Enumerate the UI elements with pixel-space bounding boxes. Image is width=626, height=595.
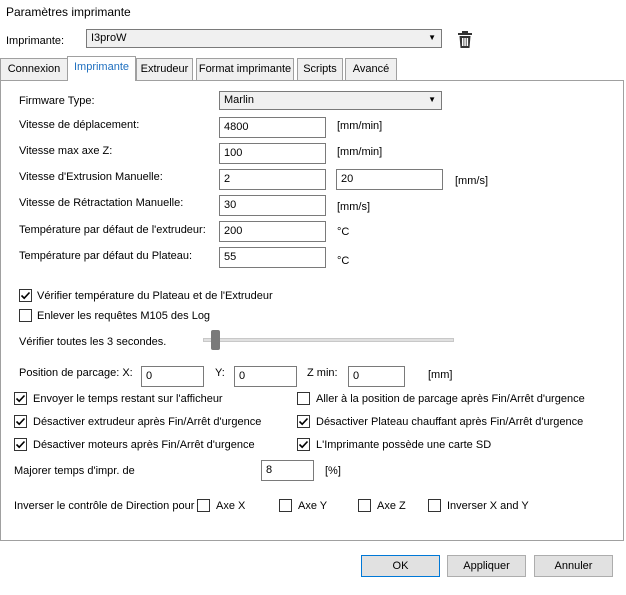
apply-button[interactable]: Appliquer: [447, 555, 526, 577]
send-time-label: Envoyer le temps restant sur l'afficheur: [33, 393, 223, 405]
park-y-label: Y:: [215, 367, 225, 379]
firmware-type-label: Firmware Type:: [19, 95, 95, 107]
manual-extrusion-input-1[interactable]: 2: [219, 169, 326, 190]
firmware-type-value: Marlin: [224, 94, 254, 106]
disable-bed-label: Désactiver Plateau chauffant après Fin/Arrêt d'urgence: [316, 416, 584, 428]
tab-scripts[interactable]: Scripts: [297, 58, 343, 80]
printer-select[interactable]: [86, 29, 442, 48]
park-position-label: Position de parcage: X:: [19, 367, 133, 379]
park-x-input[interactable]: 0: [141, 366, 204, 387]
chevron-down-icon: ▼: [428, 33, 436, 42]
checkmark-icon: [15, 393, 26, 404]
travel-speed-input[interactable]: 4800: [219, 117, 326, 138]
invert-y-checkbox[interactable]: [279, 499, 292, 512]
goto-park-label: Aller à la position de parcage après Fin/Arrêt d'urgence: [316, 393, 585, 405]
tab-avance[interactable]: Avancé: [345, 58, 397, 80]
park-unit: [mm]: [428, 369, 453, 381]
checkmark-icon: [298, 439, 309, 450]
invert-y-label: Axe Y: [298, 500, 328, 512]
checkmark-icon: [15, 416, 26, 427]
travel-speed-label: Vitesse de déplacement:: [19, 119, 140, 131]
checkmark-icon: [20, 290, 31, 301]
increase-time-unit: [%]: [325, 465, 341, 477]
chevron-down-icon: ▼: [428, 95, 436, 104]
manual-extrusion-label: Vitesse d'Extrusion Manuelle:: [19, 171, 163, 183]
remove-m105-label: Enlever les requêtes M105 des Log: [37, 310, 211, 322]
park-zmin-input[interactable]: 0: [348, 366, 405, 387]
remove-m105-checkbox[interactable]: [19, 309, 32, 322]
invert-x-checkbox[interactable]: [197, 499, 210, 512]
bed-temp-label: Température par défaut du Plateau:: [19, 250, 193, 262]
check-interval-slider-handle[interactable]: [211, 330, 220, 350]
z-speed-unit: [mm/min]: [337, 146, 383, 158]
tab-connexion[interactable]: Connexion: [0, 58, 68, 80]
trash-icon[interactable]: [456, 30, 474, 50]
extruder-temp-input[interactable]: 200: [219, 221, 326, 242]
ok-button[interactable]: OK: [361, 555, 440, 577]
send-time-checkbox[interactable]: [14, 392, 27, 405]
increase-time-label: Majorer temps d'impr. de: [14, 465, 135, 477]
checkmark-icon: [15, 439, 26, 450]
z-speed-input[interactable]: 100: [219, 143, 326, 164]
manual-retraction-unit: [mm/s]: [337, 201, 370, 213]
check-temp-label: Vérifier température du Plateau et de l'Extrudeur: [37, 290, 273, 302]
manual-extrusion-unit: [mm/s]: [455, 175, 488, 187]
goto-park-checkbox[interactable]: [297, 392, 310, 405]
park-zmin-label: Z min:: [307, 367, 338, 379]
manual-extrusion-input-2[interactable]: 20: [336, 169, 443, 190]
bed-temp-unit: °C: [337, 255, 350, 267]
invert-x-label: Axe X: [216, 500, 246, 512]
check-interval-slider-track[interactable]: [203, 338, 454, 342]
manual-retraction-input[interactable]: 30: [219, 195, 326, 216]
printer-select-value: I3proW: [91, 32, 127, 44]
tab-imprimante[interactable]: Imprimante: [67, 56, 136, 81]
disable-bed-checkbox[interactable]: [297, 415, 310, 428]
bed-temp-input[interactable]: 55: [219, 247, 326, 268]
cancel-button[interactable]: Annuler: [534, 555, 613, 577]
checkmark-icon: [298, 416, 309, 427]
z-speed-label: Vitesse max axe Z:: [19, 145, 113, 157]
tab-extrudeur[interactable]: Extrudeur: [136, 58, 193, 80]
printer-label: Imprimante:: [6, 35, 65, 47]
disable-extruder-label: Désactiver extrudeur après Fin/Arrêt d'urgence: [33, 416, 262, 428]
park-y-input[interactable]: 0: [234, 366, 297, 387]
travel-speed-unit: [mm/min]: [337, 120, 383, 132]
tab-format-imprimante[interactable]: Format imprimante: [196, 58, 294, 80]
swap-xy-checkbox[interactable]: [428, 499, 441, 512]
swap-xy-label: Inverser X and Y: [447, 500, 529, 512]
check-interval-label: Vérifier toutes les 3 secondes.: [19, 336, 167, 348]
disable-extruder-checkbox[interactable]: [14, 415, 27, 428]
window-title: Paramètres imprimante: [6, 5, 131, 19]
extruder-temp-label: Température par défaut de l'extrudeur:: [19, 224, 206, 236]
firmware-type-select[interactable]: [219, 91, 442, 110]
extruder-temp-unit: °C: [337, 226, 350, 238]
invert-z-label: Axe Z: [377, 500, 406, 512]
disable-motors-checkbox[interactable]: [14, 438, 27, 451]
manual-retraction-label: Vitesse de Rétractation Manuelle:: [19, 197, 184, 209]
invert-direction-label: Inverser le contrôle de Direction pour: [14, 500, 195, 512]
increase-time-input[interactable]: 8: [261, 460, 314, 481]
sd-card-checkbox[interactable]: [297, 438, 310, 451]
invert-z-checkbox[interactable]: [358, 499, 371, 512]
sd-card-label: L'Imprimante possède une carte SD: [316, 439, 492, 451]
check-temp-checkbox[interactable]: [19, 289, 32, 302]
disable-motors-label: Désactiver moteurs après Fin/Arrêt d'urgence: [33, 439, 255, 451]
